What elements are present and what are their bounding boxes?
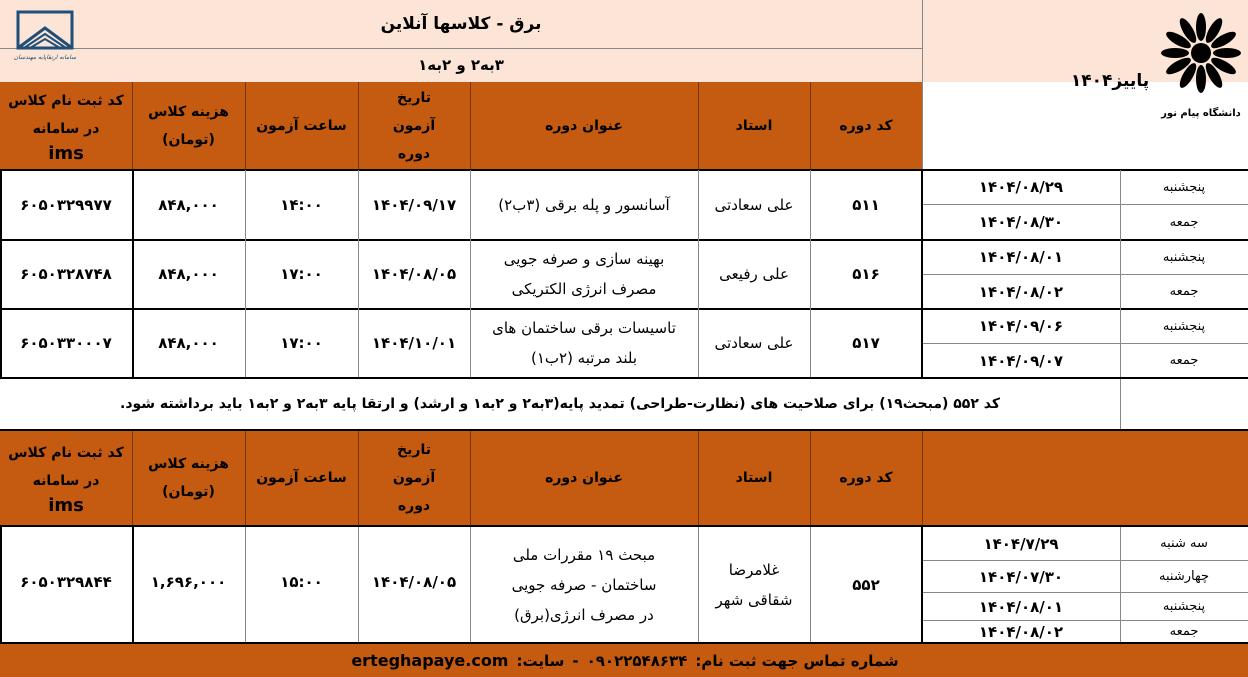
hdr2-sep	[922, 431, 923, 525]
hdr2-sep	[698, 431, 699, 525]
header-divider-v	[922, 0, 923, 170]
hdr1-sep	[698, 82, 699, 170]
course-3-exam-time: ۱۷:۰۰	[280, 334, 323, 352]
site-label: سایت:	[516, 651, 565, 670]
contact-phone: ۰۹۰۲۲۵۴۸۶۳۴	[586, 651, 688, 670]
body-sep	[470, 170, 471, 378]
course-552-reg-code: ۶۰۵۰۳۲۹۸۴۴	[20, 573, 112, 591]
body2-sep	[358, 527, 359, 643]
course-2-code: ۵۱۶	[852, 265, 880, 283]
university-logo-icon	[1160, 8, 1242, 108]
col-header-course-title: عنوان دوره	[545, 118, 623, 134]
course-1-exam-time: ۱۴:۰۰	[280, 195, 323, 214]
body2-sep	[0, 527, 2, 643]
page-title: برق - کلاسها آنلاین	[380, 14, 542, 34]
hdr2-sep	[810, 431, 811, 525]
body-sep	[810, 170, 811, 378]
course-1-exam-date: ۱۴۰۴/۰۹/۱۷	[371, 195, 457, 214]
course-1-session-1-day: پنجشنبه	[1162, 179, 1206, 195]
course-2-session-2-date: ۱۴۰۴/۰۸/۰۲	[978, 282, 1064, 301]
course-3-session-1-day: پنجشنبه	[1162, 318, 1206, 334]
course-2-session-2-day: جمعه	[1169, 284, 1199, 299]
course-1-code: ۵۱۱	[852, 195, 880, 214]
course-2-reg-code: ۶۰۵۰۳۲۸۷۴۸	[20, 265, 112, 283]
col-header-reg-code: کد ثبت نام کلاس در سامانه ims	[8, 93, 124, 164]
course-2-exam-time: ۱۷:۰۰	[280, 265, 323, 283]
course-552-session-2-date: ۱۴۰۴/۰۷/۳۰	[978, 567, 1064, 586]
course-552-session-3-day: پنجشنبه	[1162, 599, 1206, 614]
col-header-instructor: استاد	[735, 118, 773, 134]
col-header-fee: هزینه کلاس (تومان)	[148, 104, 229, 148]
col-header-exam-time-2: ساعت آزمون	[256, 470, 347, 486]
right-logo	[1160, 8, 1242, 138]
hdr2-sep	[245, 431, 246, 525]
course-1-instructor: علی سعادتی	[714, 195, 794, 214]
body-sep	[132, 170, 134, 378]
col-header-fee-2: هزینه کلاس (تومان)	[148, 456, 229, 500]
col-header-course-code-2: کد دوره	[839, 470, 893, 486]
body-sep	[245, 170, 246, 378]
course-1-reg-code: ۶۰۵۰۳۲۹۹۷۷	[20, 195, 112, 214]
col-header-course-title-2: عنوان دوره	[545, 470, 623, 486]
course-2-fee: ۸۴۸,۰۰۰	[158, 265, 219, 283]
course-3-session-2-date: ۱۴۰۴/۰۹/۰۷	[978, 351, 1064, 370]
col-header-reg-code-2: کد ثبت نام کلاس در سامانه ims	[8, 445, 124, 516]
hdr2-sep	[132, 431, 133, 525]
body2-sep	[698, 527, 699, 643]
footer-contact	[320, 644, 930, 677]
course-552-title: مبحث ۱۹ مقررات ملی ساختمان - صرفه جویی در مصرف انرژی(برق)	[511, 545, 657, 624]
body2-sep	[245, 527, 246, 643]
hdr1-sep	[245, 82, 246, 170]
course-3-code: ۵۱۷	[852, 334, 880, 352]
course-3-title: تاسیسات برقی ساختمان های بلند مرتبه (۲ب۱)	[492, 319, 676, 367]
body2-sep	[132, 527, 134, 643]
course-552-session-3-date: ۱۴۰۴/۰۸/۰۱	[978, 597, 1064, 616]
course-552-session-4-day: جمعه	[1169, 624, 1199, 639]
course-1-title: آسانسور و پله برقی (۳ب۲)	[498, 195, 670, 214]
col-header-instructor-2: استاد	[735, 470, 773, 486]
site-link[interactable]: erteghapaye.com	[351, 651, 509, 670]
hdr1-sep	[358, 82, 359, 170]
course-3-session-2-day: جمعه	[1169, 353, 1199, 368]
hdr1-sep	[132, 82, 133, 170]
body-sep	[358, 170, 359, 378]
note-sep	[1120, 379, 1121, 429]
body2-sep	[1120, 527, 1121, 643]
col-header-exam-time: ساعت آزمون	[256, 118, 347, 134]
hdr1-sep	[470, 82, 471, 170]
col-header-exam-date-2: تاریخ آزمون دوره	[392, 442, 436, 514]
course-2-session-1-day: پنجشنبه	[1162, 249, 1206, 265]
course-1-session-2-date: ۱۴۰۴/۰۸/۳۰	[978, 213, 1064, 231]
course-552-instructor: غلامرضا شقاقی شهر	[715, 560, 793, 609]
course-2-instructor: علی رفیعی	[719, 265, 789, 283]
course-552-fee: ۱,۶۹۶,۰۰۰	[150, 573, 227, 591]
course-552-session-1-day: سه شنبه	[1160, 536, 1208, 551]
col-header-course-code: کد دوره	[839, 118, 893, 134]
course-2-exam-date: ۱۴۰۴/۰۸/۰۵	[371, 265, 457, 283]
body2-sep	[810, 527, 811, 643]
hdr1-sep	[810, 82, 811, 170]
course-552-session-2-day: چهارشنبه	[1159, 569, 1209, 584]
body2-sep	[921, 527, 923, 643]
course-552-exam-time: ۱۵:۰۰	[280, 573, 323, 591]
body2-sep	[470, 527, 471, 643]
course-2-session-1-date: ۱۴۰۴/۰۸/۰۱	[978, 248, 1064, 266]
course-552-session-1-date: ۱۴۰۴/۷/۲۹	[983, 534, 1059, 553]
body-sep	[1120, 170, 1121, 378]
contact-label: شماره تماس جهت ثبت نام:	[695, 651, 899, 670]
course-552-session-4-date: ۱۴۰۴/۰۸/۰۲	[978, 622, 1064, 641]
hdr2-sep	[358, 431, 359, 525]
building-logo-icon	[10, 6, 80, 72]
body-sep	[0, 170, 2, 378]
course-552-exam-date: ۱۴۰۴/۰۸/۰۵	[371, 573, 457, 591]
col-header-exam-date: تاریخ آزمون دوره	[392, 90, 436, 162]
course-3-session-1-date: ۱۴۰۴/۰۹/۰۶	[978, 317, 1064, 335]
course-552-code: ۵۵۲	[852, 575, 880, 594]
course-3-reg-code: ۶۰۵۰۳۳۰۰۰۷	[20, 334, 112, 352]
course-1-session-1-date: ۱۴۰۴/۰۸/۲۹	[978, 178, 1064, 196]
right-logo-text: دانشگاه پیام نور	[1161, 108, 1241, 119]
course-3-instructor: علی سعادتی	[714, 334, 794, 352]
body-sep	[921, 170, 923, 378]
course-3-exam-date: ۱۴۰۴/۱۰/۰۱	[371, 334, 457, 352]
left-logo	[10, 6, 80, 72]
season-label: پاییز۱۴۰۴	[1070, 71, 1150, 91]
left-logo-text: سامانه ارتقاپایه مهندسان	[13, 54, 77, 61]
course-1-fee: ۸۴۸,۰۰۰	[158, 195, 219, 214]
course-1-session-2-day: جمعه	[1169, 214, 1199, 230]
hdr2-sep	[470, 431, 471, 525]
page-subtitle: ۳به۲ و ۲به۱	[418, 56, 504, 74]
course-3-fee: ۸۴۸,۰۰۰	[158, 334, 219, 352]
body-sep	[698, 170, 699, 378]
footer-separator: -	[572, 651, 579, 670]
course-2-title: بهینه سازی و صرفه جویی مصرف انرژی الکتریکی	[503, 250, 665, 298]
note-text: کد ۵۵۲ (مبحث۱۹) برای صلاحیت های (نظارت-طراحی) تمدید پایه(۳به۲ و ۲به۱ و ارشد) و ارتقا پایه ۳به۲ و ۲به۱ باید برداشته شود.	[120, 396, 1001, 412]
